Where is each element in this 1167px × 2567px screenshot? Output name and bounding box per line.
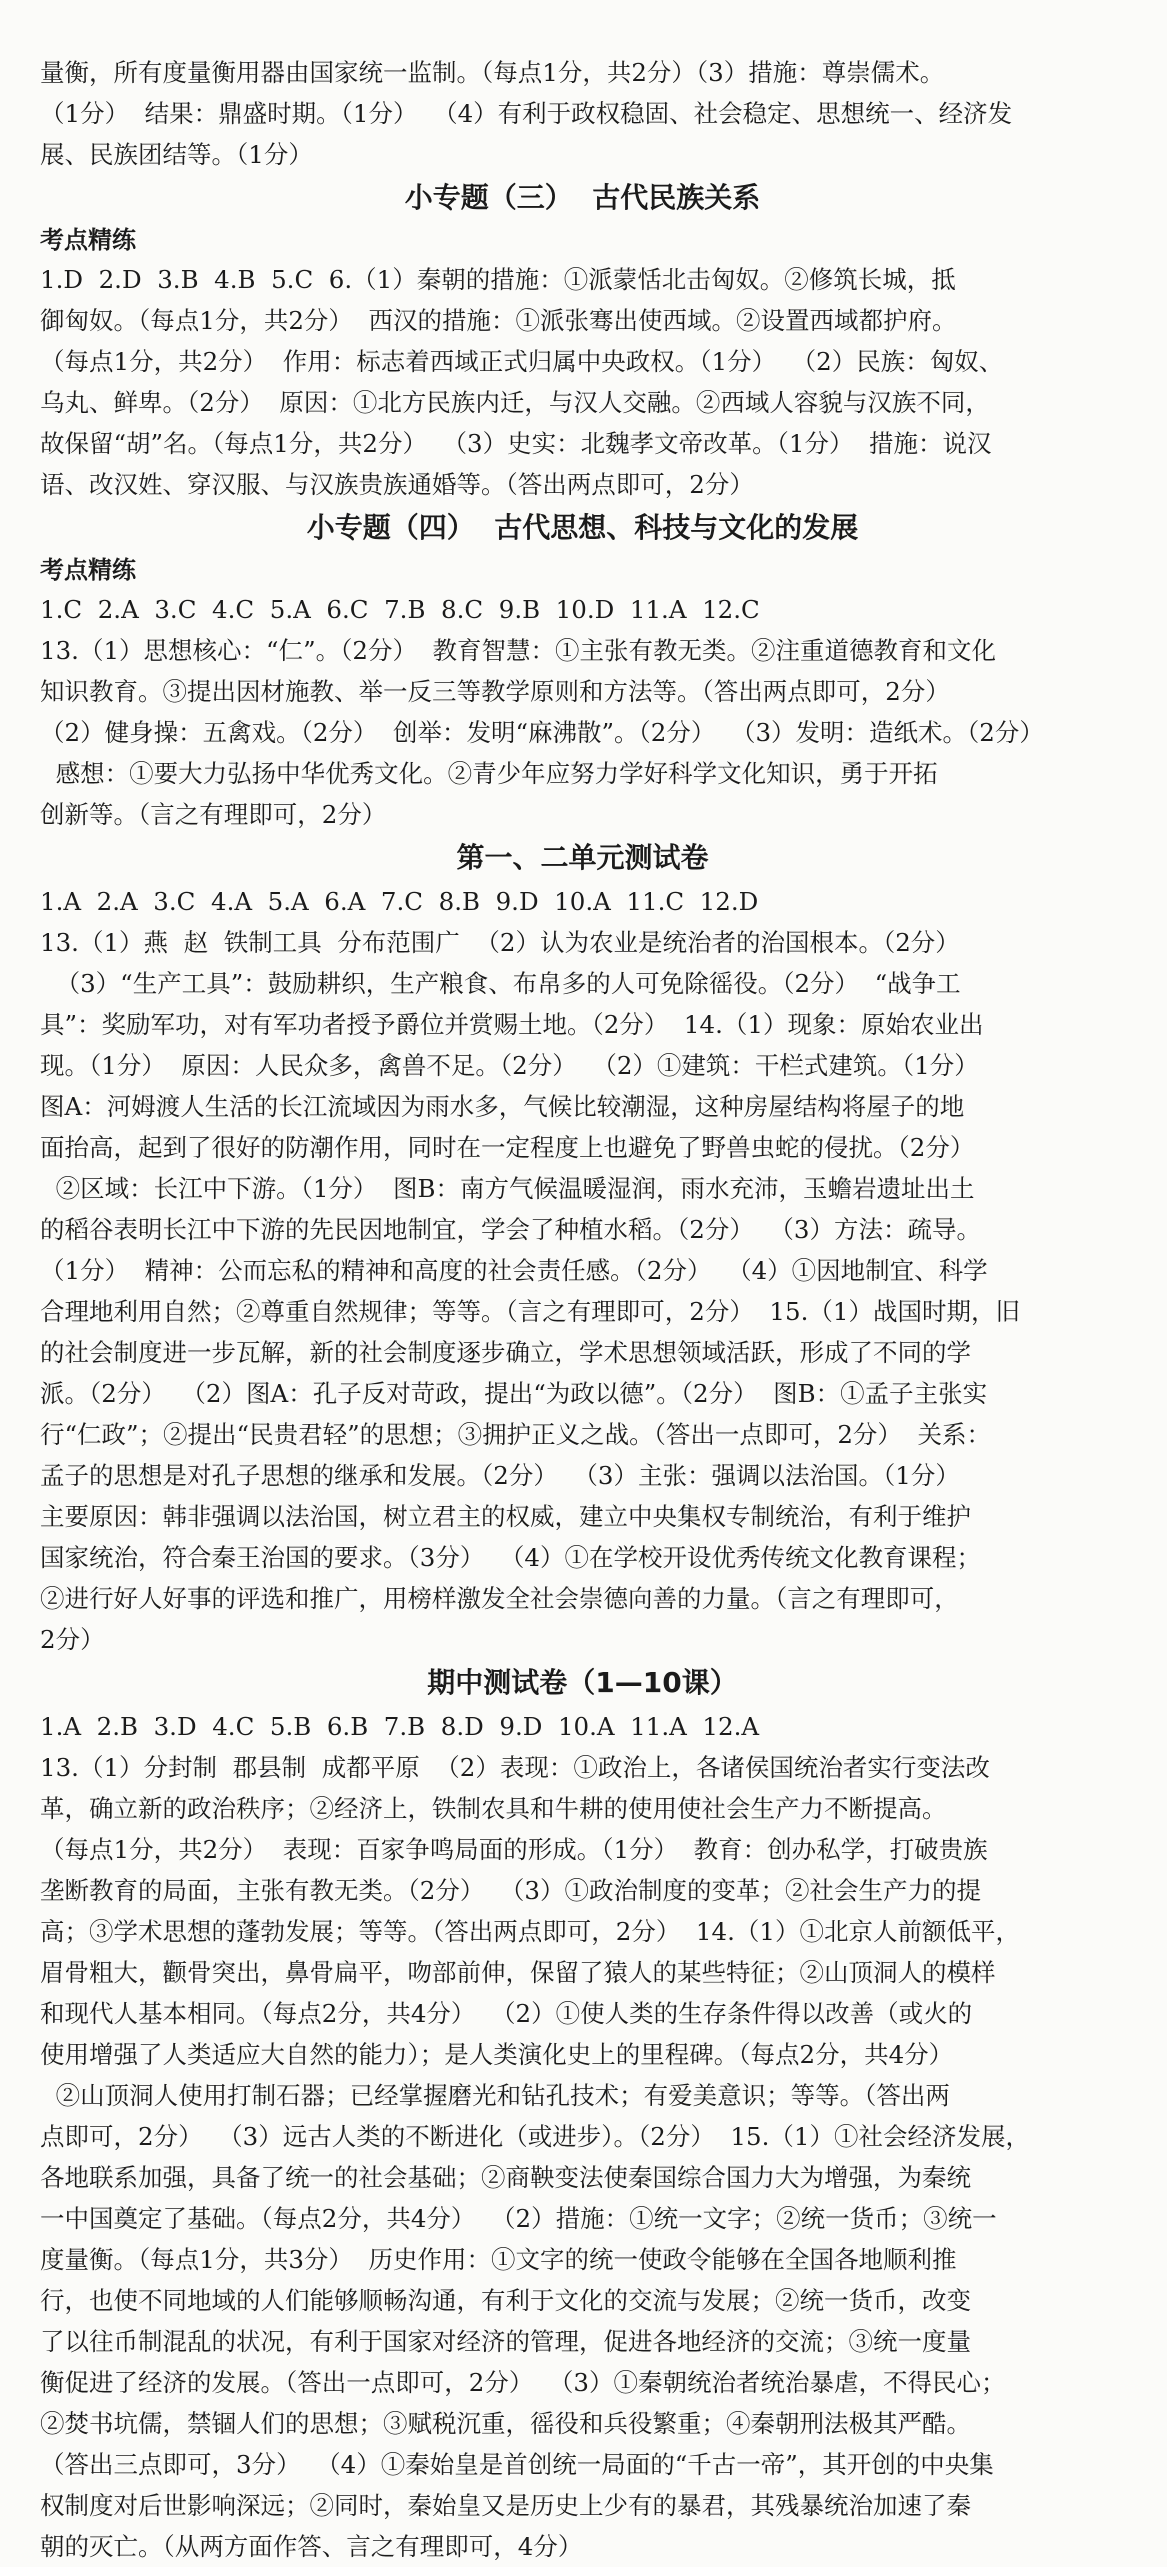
answer-line: 度量衡。（每点1分，共3分） 历史作用：①文字的统一使政令能够在全国各地顺利推 (40, 2245, 957, 2274)
answer-line: 13.（1）燕 赵 铁制工具 分布范围广 （2）认为农业是统治者的治国根本。（2分） (40, 928, 960, 957)
answer-line: 高；③学术思想的蓬勃发展；等等。（答出两点即可，2分） 14.（1）①北京人前额低平， (40, 1917, 1020, 1946)
answer-line: ②山顶洞人使用打制石器；已经掌握磨光和钻孔技术；有爱美意识；等等。（答出两 (40, 2081, 950, 2110)
answer-line: 行，也使不同地域的人们能够顺畅沟通，有利于文化的交流与发展；②统一货币，改变 (40, 2286, 971, 2315)
answer-line: 2分） (40, 1625, 105, 1654)
section-heading: 考点精练 (40, 226, 136, 254)
answer-line: 衡促进了经济的发展。（答出一点即可，2分） （3）①秦朝统治者统治暴虐，不得民心； (40, 2368, 1006, 2397)
answer-line: 行“仁政”；②提出“民贵君轻”的思想；③拥护正义之战。（答出一点即可，2分） 关系： (40, 1420, 992, 1449)
section (40, 176, 1125, 505)
answer-line: 点即可，2分） （3）远古人类的不断进化（或进步）。（2分） 15.（1）①社会经济发展， (40, 2122, 1030, 2151)
answer-line: 1.A 2.B 3.D 4.C 5.B 6.B 7.B 8.D 9.D 10.A 11.A 12.A (40, 1712, 760, 1741)
answer-line: 革，确立新的政治秩序；②经济上，铁制农具和牛耕的使用使社会生产力不断提高。 (40, 1794, 947, 1823)
answer-line: 使用增强了人类适应大自然的能力）；是人类演化史上的里程碑。（每点2分，共4分） (40, 2040, 954, 2069)
answer-line: 图A：河姆渡人生活的长江流域因为雨水多，气候比较潮湿，这种房屋结构将屋子的地 (40, 1092, 965, 1121)
answer-line: 主要原因：韩非强调以法治国，树立君主的权威，建立中央集权专制统治，有利于维护 (40, 1502, 971, 1531)
answer-line: （1分） 精神：公而忘私的精神和高度的社会责任感。（2分） （4）①因地制宜、科学 (40, 1256, 988, 1285)
answer-line: 故保留“胡”名。（每点1分，共2分） （3）史实：北魏孝文帝改革。（1分） 措施：说汉 (40, 429, 992, 458)
answer-line: 语、改汉姓、穿汉服、与汉族贵族通婚等。（答出两点即可，2分） (40, 470, 754, 499)
answer-line: 御匈奴。（每点1分，共2分） 西汉的措施：①派张骞出使西域。②设置西域都护府。 (40, 306, 957, 335)
answer-line: 13.（1）思想核心：“仁”。（2分） 教育智慧：①主张有教无类。②注重道德教育和文化 (40, 636, 997, 665)
answer-line: 1.C 2.A 3.C 4.C 5.A 6.C 7.B 8.C 9.B 10.D 11.A 12.C (40, 595, 760, 624)
answer-line: 乌丸、鲜卑。（2分） 原因：①北方民族内迁，与汉人交融。②西域人容貌与汉族不同， (40, 388, 990, 417)
answer-line: 孟子的思想是对孔子思想的继承和发展。（2分） （3）主张：强调以法治国。（1分） (40, 1461, 960, 1490)
answer-line: （答出三点即可，3分） （4）①秦始皇是首创统一局面的“千古一帝”，其开创的中央集 (40, 2450, 994, 2479)
answer-line: 了以往币制混乱的状况，有利于国家对经济的管理，促进各地经济的交流；③统一度量 (40, 2327, 971, 2356)
section-title: 小专题（四） 古代思想、科技与文化的发展 (306, 511, 859, 544)
answer-line: 量衡，所有度量衡用器由国家统一监制。（每点1分，共2分）（3）措施：尊崇儒术。 (40, 58, 945, 87)
answer-line: 1.D 2.D 3.B 4.B 5.C 6.（1）秦朝的措施：①派蒙恬北击匈奴。②修筑长城，抵 (40, 265, 956, 294)
answer-line: 知识教育。③提出因材施教、举一反三等教学原则和方法等。（答出两点即可，2分） (40, 677, 950, 706)
answer-line: 权制度对后世影响深远；②同时，秦始皇又是历史上少有的暴君，其残暴统治加速了秦 (40, 2491, 971, 2520)
answer-line: 各地联系加强，具备了统一的社会基础；②商鞅变法使秦国综合国力大为增强，为秦统 (40, 2163, 971, 2192)
answer-line: （每点1分，共2分） 表现：百家争鸣局面的形成。（1分） 教育：创办私学，打破贵族 (40, 1835, 988, 1864)
answer-line: 展、民族团结等。（1分） (40, 140, 313, 169)
answer-line: （2）健身操：五禽戏。（2分） 创举：发明“麻沸散”。（2分） （3）发明：造纸术。（2分） (40, 718, 1044, 747)
answer-line: （3）“生产工具”：鼓励耕织，生产粮食、布帛多的人可免除徭役。（2分） “战争工 (40, 969, 961, 998)
answer-line: 和现代人基本相同。（每点2分，共4分） （2）①使人类的生存条件得以改善（或火的 (40, 1999, 973, 2028)
answer-line: 眉骨粗大，颧骨突出，鼻骨扁平，吻部前伸，保留了猿人的某些特征；②山顶洞人的模样 (40, 1958, 996, 1987)
answer-line: 创新等。（言之有理即可，2分） (40, 800, 387, 829)
answer-line: ②进行好人好事的评选和推广，用榜样激发全社会崇德向善的力量。（言之有理即可， (40, 1584, 959, 1613)
answer-line: （1分） 结果：鼎盛时期。（1分） （4）有利于政权稳固、社会稳定、思想统一、经济发 (40, 99, 1013, 128)
answer-line: 国家统治，符合秦王治国的要求。（3分） （4）①在学校开设优秀传统文化教育课程； (40, 1543, 981, 1572)
answer-line: 垄断教育的局面，主张有教无类。（2分） （3）①政治制度的变革；②社会生产力的提 (40, 1876, 981, 1905)
section (40, 52, 1125, 175)
section (40, 836, 1125, 1660)
answer-line: 具”：奖励军功，对有军功者授予爵位并赏赐土地。（2分） 14.（1）现象：原始农业出 (40, 1010, 984, 1039)
answer-line: 朝的灭亡。（从两方面作答、言之有理即可，4分） (40, 2532, 583, 2561)
answer-line: 感想：①要大力弘扬中华优秀文化。②青少年应努力学好科学文化知识，勇于开拓 (40, 759, 938, 788)
answer-line: （每点1分，共2分） 作用：标志着西域正式归属中央政权。（1分） （2）民族：匈奴、 (40, 347, 1004, 376)
answer-line: 派。（2分） （2）图A：孔子反对苛政，提出“为政以德”。（2分） 图B：①孟子主张实 (40, 1379, 988, 1408)
answer-line: 合理地利用自然；②尊重自然规律；等等。（言之有理即可，2分） 15.（1）战国时期，旧 (40, 1297, 1020, 1326)
answer-line: 一中国奠定了基础。（每点2分，共4分） （2）措施：①统一文字；②统一货币；③统一 (40, 2204, 997, 2233)
answer-line: 的社会制度进一步瓦解，新的社会制度逐步确立，学术思想领域活跃，形成了不同的学 (40, 1338, 971, 1367)
section-title: 小专题（三） 古代民族关系 (404, 181, 761, 214)
answer-line: 1.A 2.A 3.C 4.A 5.A 6.A 7.C 8.B 9.D 10.A 11.C 12.D (40, 887, 759, 916)
section (40, 1661, 1125, 2567)
answer-line: 面抬高，起到了很好的防潮作用，同时在一定程度上也避免了野兽虫蛇的侵扰。（2分） (40, 1133, 975, 1162)
section-title: 期中测试卷（1—10课） (427, 1666, 738, 1699)
answer-line: ②区域：长江中下游。（1分） 图B：南方气候温暖湿润，雨水充沛，玉蟾岩遗址出土 (40, 1174, 975, 1203)
answer-line: ②焚书坑儒，禁锢人们的思想；③赋税沉重，徭役和兵役繁重；④秦朝刑法极其严酷。 (40, 2409, 971, 2438)
answer-line: 的稻谷表明长江中下游的先民因地制宜，学会了种植水稻。（2分） （3）方法：疏导。 (40, 1215, 981, 1244)
section-heading: 考点精练 (40, 556, 136, 584)
section-title: 第一、二单元测试卷 (456, 841, 709, 874)
section (40, 506, 1125, 835)
answer-line: 现。（1分） 原因：人民众多，禽兽不足。（2分） （2）①建筑：干栏式建筑。（1分） (40, 1051, 979, 1080)
answer-line: 13.（1）分封制 郡县制 成都平原 （2）表现：①政治上，各诸侯国统治者实行变法改 (40, 1753, 990, 1782)
